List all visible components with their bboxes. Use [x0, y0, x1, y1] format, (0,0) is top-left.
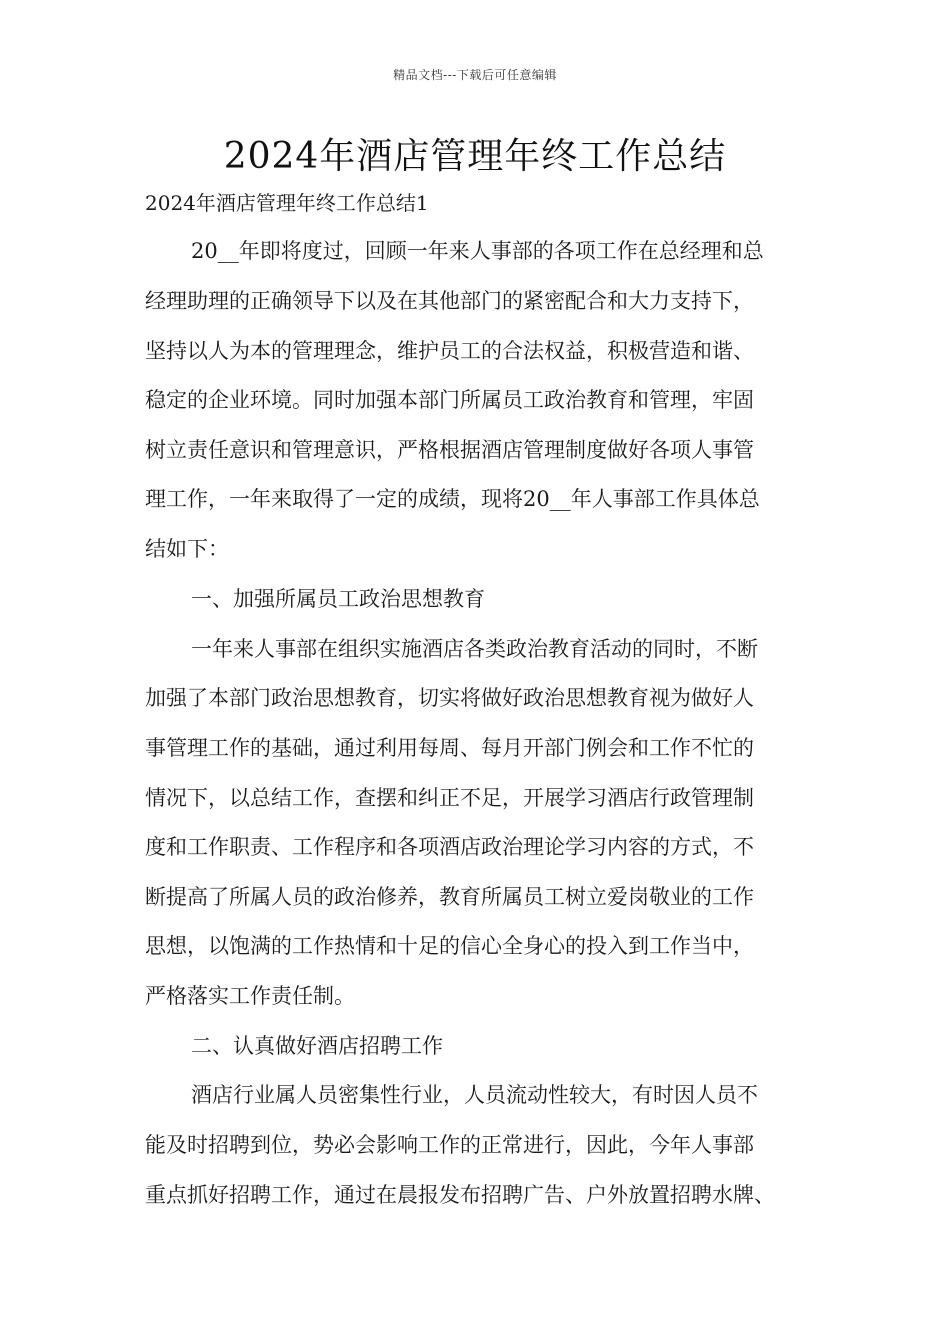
paragraph-line: 树立责任意识和管理意识，严格根据酒店管理制度做好各项人事管: [145, 438, 754, 462]
paragraph-line: 经理助理的正确领导下以及在其他部门的紧密配合和大力支持下，: [145, 289, 754, 313]
paragraph-line: 坚持以人为本的管理理念，维护员工的合法权益，积极营造和谐、: [145, 339, 754, 363]
paragraph-line: 能及时招聘到位，势必会影响工作的正常进行，因此，今年人事部: [145, 1133, 754, 1157]
paragraph-line: 事管理工作的基础，通过利用每周、每月开部门例会和工作不忙的: [145, 736, 754, 760]
section-heading: 一、加强所属员工政治思想教育: [191, 587, 485, 611]
paragraph-line: 20__年即将度过，回顾一年来人事部的各项工作在总经理和总: [191, 239, 764, 263]
paragraph-line: 结如下：: [145, 537, 229, 561]
paragraph-line: 断提高了所属人员的政治修养，教育所属员工树立爱岗敬业的工作: [145, 885, 754, 909]
paragraph-line: 一年来人事部在组织实施酒店各类政治教育活动的同时，不断: [191, 637, 758, 661]
paragraph-line: 重点抓好招聘工作，通过在晨报发布招聘广告、户外放置招聘水牌、: [145, 1183, 775, 1207]
document-title: 2024年酒店管理年终工作总结: [223, 136, 727, 177]
paragraph-line: 思想，以饱满的工作热情和十足的信心全身心的投入到工作当中，: [145, 934, 754, 958]
section-subtitle: 2024年酒店管理年终工作总结1: [145, 191, 429, 215]
paragraph-line: 加强了本部门政治思想教育，切实将做好政治思想教育视为做好人: [145, 686, 754, 710]
paragraph-line: 稳定的企业环境。同时加强本部门所属员工政治教育和管理，牢固: [145, 388, 754, 412]
paragraph-line: 酒店行业属人员密集性行业，人员流动性较大，有时因人员不: [191, 1083, 758, 1107]
header-note: 精品文档---下载后可任意编辑: [393, 68, 557, 82]
paragraph-line: 度和工作职责、工作程序和各项酒店政治理论学习内容的方式，不: [145, 835, 754, 859]
paragraph-line: 情况下，以总结工作，查摆和纠正不足，开展学习酒店行政管理制: [145, 786, 754, 810]
section-heading: 二、认真做好酒店招聘工作: [191, 1034, 443, 1058]
paragraph-line: 理工作，一年来取得了一定的成绩，现将20__年人事部工作具体总: [145, 487, 760, 511]
paragraph-line: 严格落实工作责任制。: [145, 984, 355, 1008]
